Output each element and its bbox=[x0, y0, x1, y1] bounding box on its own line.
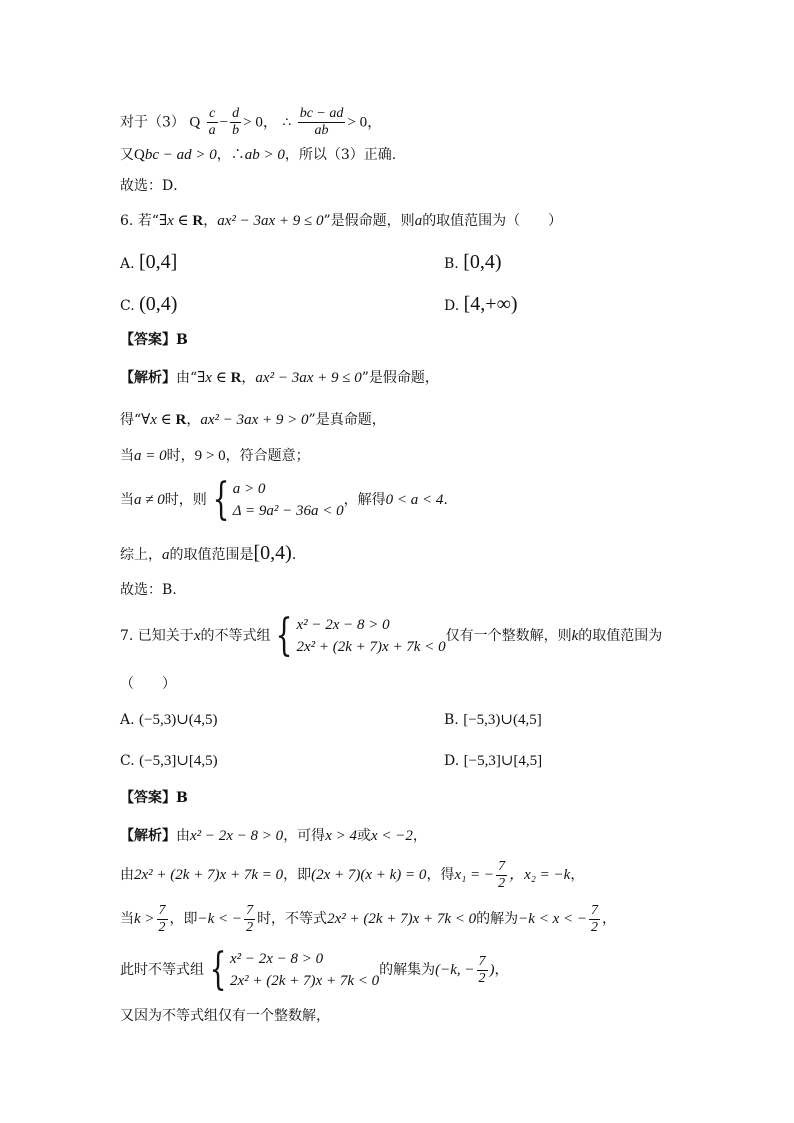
q7-answer: 【答案】B bbox=[120, 790, 188, 806]
math-exists: ∃x ∈ bbox=[158, 213, 193, 229]
q6-analysis-5 bbox=[120, 543, 296, 565]
q7-option-a bbox=[120, 710, 218, 730]
q6-option-b bbox=[444, 252, 502, 274]
option-value: (−5,3]∪[4,5) bbox=[139, 753, 218, 769]
gt-zero-tail: > 0， bbox=[347, 114, 383, 131]
text: ，符合题意； bbox=[225, 448, 310, 464]
fraction-7-over-2: $\frac{7}{2}$ bbox=[478, 953, 486, 986]
text: ，即 bbox=[169, 911, 198, 927]
brace-icon: { bbox=[212, 474, 230, 525]
math-range: [0,4) bbox=[253, 542, 292, 564]
system-row-1: x² − 2x − 8 > 0 bbox=[296, 617, 390, 633]
math-solution: −k < x < − bbox=[518, 911, 587, 927]
math-close: ) bbox=[489, 962, 495, 978]
math-ab: ab > 0 bbox=[244, 147, 285, 163]
text: ，可得 bbox=[283, 828, 326, 844]
brace-icon: { bbox=[209, 944, 227, 995]
text: 综上， bbox=[120, 547, 162, 563]
text: 此时不等式组 bbox=[120, 962, 204, 978]
text: 时，不等式 bbox=[257, 911, 328, 927]
system-row-2: 2x² + (2k + 7)x + 7k < 0 bbox=[230, 973, 380, 989]
equation-system bbox=[207, 474, 344, 525]
math-set: (−k, − bbox=[435, 962, 475, 978]
text: 又 bbox=[120, 147, 134, 163]
text: 对于（3） bbox=[120, 114, 185, 131]
q6-analysis-1 bbox=[120, 368, 439, 388]
option-value: [0,4] bbox=[139, 251, 178, 273]
analysis-label: 【解析】 bbox=[120, 370, 176, 386]
math-x1: x₁ = − bbox=[454, 867, 495, 883]
text: 的不等式组 bbox=[200, 628, 271, 644]
inequality-system bbox=[204, 944, 380, 995]
math-a: a bbox=[414, 213, 423, 229]
option-label: A. bbox=[120, 712, 135, 728]
q6-option-a bbox=[120, 252, 177, 274]
system-row-1: x² − 2x − 8 > 0 bbox=[230, 951, 324, 967]
text: 的取值范围是 bbox=[169, 547, 254, 563]
math-result: 0 < a < 4 bbox=[385, 492, 444, 508]
fraction-7-over-2: $\frac{7}{2}$ bbox=[246, 902, 254, 935]
q7-option-d bbox=[444, 751, 542, 771]
fraction-7-over-2: $\frac{7}{2}$ bbox=[590, 902, 598, 935]
math-bc-ad: bc − ad > 0 bbox=[144, 147, 217, 163]
q7-analysis-4 bbox=[120, 946, 509, 994]
math-x2: ，x₂ = −k bbox=[509, 867, 571, 883]
math-k: k bbox=[571, 628, 579, 644]
q6-analysis-4 bbox=[120, 474, 448, 525]
text: 或 bbox=[356, 828, 371, 844]
option-value: [−5,3]∪[4,5] bbox=[463, 753, 543, 769]
math-a-neq-0: a ≠ 0 bbox=[134, 492, 165, 508]
solution-line-3 bbox=[120, 106, 382, 139]
system-row-2: Δ = 9a² − 36a < 0 bbox=[232, 503, 344, 519]
q7-analysis-2 bbox=[120, 856, 584, 894]
text: 由 bbox=[120, 867, 134, 883]
option-value: [0,4) bbox=[463, 251, 502, 273]
option-value: (−5,3)∪(4,5) bbox=[139, 712, 218, 728]
text: 的取值范围为 bbox=[578, 628, 663, 644]
text: ”是真命题， bbox=[308, 412, 386, 428]
option-label: B. bbox=[444, 256, 459, 272]
math-R: R bbox=[175, 412, 187, 428]
math-R: R bbox=[230, 370, 242, 386]
q7-analysis-3 bbox=[120, 900, 616, 938]
text: ， bbox=[570, 867, 585, 883]
gt-zero: > 0， bbox=[243, 114, 278, 131]
text: . bbox=[443, 492, 448, 508]
option-value: [4,+∞) bbox=[463, 293, 518, 315]
math-R: R bbox=[192, 213, 204, 229]
text: ”是假命题， bbox=[361, 370, 439, 386]
option-value: [−5,3)∪(4,5] bbox=[463, 712, 542, 728]
math-a: a bbox=[162, 547, 170, 563]
math-k-gt: k > bbox=[134, 911, 155, 927]
math-x: x bbox=[193, 628, 201, 644]
q7-paren: （ ） bbox=[120, 676, 176, 692]
text: 的解为 bbox=[476, 911, 519, 927]
math-inequality: ax² − 3ax + 9 ≤ 0 bbox=[217, 213, 324, 229]
option-label: D. bbox=[444, 298, 460, 314]
math-inequality: x² − 2x − 8 > 0 bbox=[190, 828, 284, 844]
q7-option-b bbox=[444, 710, 542, 730]
system-row-1: a > 0 bbox=[232, 481, 266, 497]
text: 6. 若“ bbox=[120, 213, 159, 229]
q6-option-c bbox=[120, 294, 177, 316]
math-9-gt-0: 9 > 0 bbox=[194, 448, 226, 464]
option-label: C. bbox=[120, 753, 135, 769]
question-6-stem bbox=[120, 211, 562, 231]
option-value: (0,4) bbox=[139, 293, 178, 315]
text: ， bbox=[412, 828, 427, 844]
because-symbol: Q bbox=[189, 114, 201, 131]
q6-analysis-2 bbox=[120, 410, 386, 430]
math-a-eq-0: a = 0 bbox=[134, 448, 167, 464]
text: ，∴ bbox=[216, 147, 245, 163]
text: ，即 bbox=[283, 867, 312, 883]
selection-5: 故选：D． bbox=[120, 178, 188, 194]
text: ， bbox=[601, 911, 616, 927]
math-factored: (2x + 7)(x + k) = 0 bbox=[311, 867, 427, 883]
option-label: B. bbox=[444, 712, 459, 728]
math-root-2: x < −2 bbox=[370, 828, 413, 844]
text: 当 bbox=[120, 911, 134, 927]
minus-sign: − bbox=[219, 114, 229, 131]
q7-option-c bbox=[120, 751, 218, 771]
text: ， bbox=[186, 412, 201, 428]
math-exists: ∃x ∈ bbox=[197, 370, 231, 386]
fraction-7-over-2: $\frac{7}{2}$ bbox=[158, 902, 166, 935]
text: 的解集为 bbox=[379, 962, 436, 978]
text: 时， bbox=[166, 448, 195, 464]
q6-selection: 故选：B. bbox=[120, 582, 177, 598]
inequality-system bbox=[270, 610, 446, 661]
option-label: C. bbox=[120, 298, 135, 314]
text: ，得 bbox=[426, 867, 455, 883]
text: 当 bbox=[120, 492, 134, 508]
fraction-d-over-b: $\frac{d}{b}$ bbox=[232, 106, 240, 138]
therefore-symbol: ∴ bbox=[282, 114, 292, 131]
solution-line-4 bbox=[120, 145, 396, 165]
q7-analysis-1 bbox=[120, 826, 427, 846]
q7-analysis-5: 又因为不等式组仅有一个整数解， bbox=[120, 1008, 330, 1024]
text: . bbox=[291, 547, 297, 563]
text: ”是假命题，则 bbox=[323, 213, 415, 229]
option-label: A. bbox=[120, 256, 135, 272]
math-neg-k: −k < − bbox=[197, 911, 243, 927]
because-symbol: Q bbox=[134, 147, 145, 163]
text: ， bbox=[241, 370, 256, 386]
q6-option-d bbox=[444, 294, 518, 316]
math-inequality: 2x² + (2k + 7)x + 7k < 0 bbox=[327, 911, 477, 927]
question-7-stem bbox=[120, 612, 662, 660]
option-label: D. bbox=[444, 753, 460, 769]
math-inequality: ax² − 3ax + 9 > 0 bbox=[200, 412, 309, 428]
text: 由 bbox=[176, 828, 190, 844]
text: 7. 已知关于 bbox=[120, 628, 194, 644]
math-forall: ∀x ∈ bbox=[141, 412, 176, 428]
q6-answer: 【答案】B bbox=[120, 332, 188, 348]
brace-icon: { bbox=[276, 610, 293, 661]
text: 的取值范围为（ ） bbox=[422, 213, 563, 229]
text: ，所以（3）正确. bbox=[284, 147, 397, 163]
math-root-1: x > 4 bbox=[325, 828, 357, 844]
fraction-c-over-a: $\frac{c}{a}$ bbox=[208, 106, 216, 138]
math-inequality: ax² − 3ax + 9 ≤ 0 bbox=[255, 370, 362, 386]
text: 当 bbox=[120, 448, 134, 464]
text: ，解得 bbox=[343, 492, 386, 508]
q6-analysis-3 bbox=[120, 446, 310, 466]
fraction-bc-ad-over-ab: $\frac{bc - ad}{ab}$ bbox=[299, 106, 344, 138]
math-equation: 2x² + (2k + 7)x + 7k = 0 bbox=[134, 867, 284, 883]
text: 得“ bbox=[120, 412, 142, 428]
analysis-label: 【解析】 bbox=[120, 828, 176, 844]
text: 由“ bbox=[176, 370, 198, 386]
fraction-7-over-2: $\frac{7}{2}$ bbox=[498, 858, 506, 891]
text: 仅有一个整数解，则 bbox=[445, 628, 572, 644]
text: 时，则 bbox=[164, 492, 207, 508]
text: ， bbox=[494, 962, 509, 978]
system-row-2: 2x² + (2k + 7)x + 7k < 0 bbox=[296, 639, 446, 655]
text: ， bbox=[203, 213, 218, 229]
